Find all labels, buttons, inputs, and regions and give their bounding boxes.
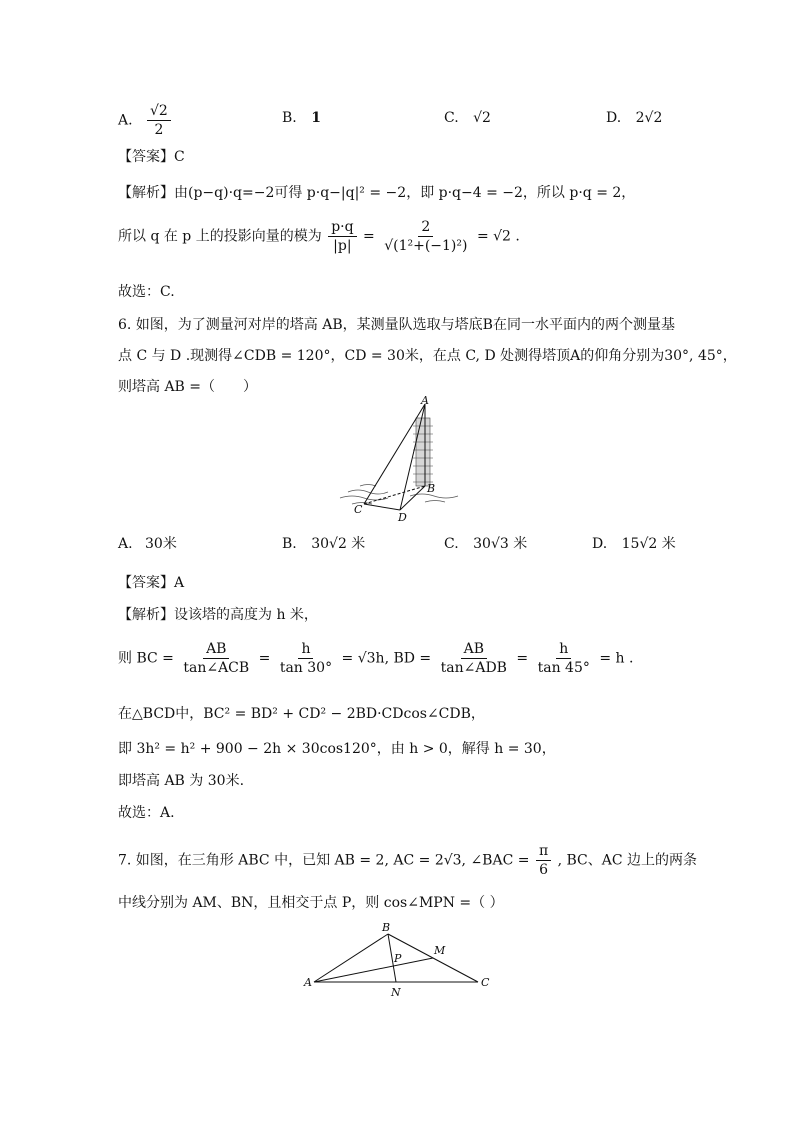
q5-analysis-line1: 【解析】由(p−q)·q=−2可得 p·q−|q|² = −2，即 p·q−4 = −2，所以 p·q = 2，: [118, 185, 636, 201]
q5-projection-value-fraction: $\frac{2}{\text{√(1²+(−1)²)}}$: [384, 219, 468, 254]
q6-eq1b-fraction: $\frac{h}{\tan 30^\circ}$: [279, 641, 333, 676]
q6-analysis-intro: 【解析】设该塔的高度为 h 米，: [118, 607, 318, 623]
q5-answer: 【答案】C: [118, 149, 185, 165]
q7-angle-fraction: $\frac{\pi}{6}$: [536, 842, 551, 879]
q6-stem-line3: 则塔高 AB =（ ）: [118, 379, 258, 395]
q7-label-b: B: [382, 921, 391, 934]
water-ripples: [340, 485, 458, 505]
q7-label-c: C: [481, 976, 490, 989]
q6-conclusion: 故选：A.: [118, 805, 175, 821]
q5-option-a: A. $\frac{√2}{2}$: [118, 102, 173, 139]
q5-analysis-line2: 所以 q 在 p 上的投影向量的模为 $\frac{p\cdot q}{|p|}$ = $\frac{2}{\text{√(1²+(−1)²)}}$ = √2 .: [118, 219, 520, 254]
q6-tower-figure: [330, 396, 470, 522]
q6-label-d: D: [398, 511, 407, 522]
q6-label-a: A: [421, 396, 429, 407]
q6-stem-line2: 点 C 与 D .现测得∠CDB = 120°，CD = 30米，在点 C, D 处测得塔顶A的仰角分别为30°, 45°，: [118, 348, 737, 364]
q6-result: 即塔高 AB 为 30米.: [118, 773, 245, 789]
q7-stem-line1: 7. 如图，在三角形 ABC 中，已知 AB = 2, AC = 2√3, ∠BAC = $\frac{\pi}{6}$ , BC、AC 边上的两条: [118, 843, 698, 878]
q6-label-c: C: [354, 503, 363, 516]
q6-equation: 则 BC = $\frac{AB}{\text{tan∠ACB}}$ = $\frac{h}{\tan 30^\circ}$ = √3h, BD = $\frac{AB}{\text{tan∠ADB}}$ = $\frac{h}{\tan 45^\circ}$ = h .: [118, 641, 634, 676]
q6-solve: 即 3h² = h² + 900 − 2h × 30cos120°，由 h > 0，解得 h = 30，: [118, 741, 556, 757]
q5-conclusion: 故选：C.: [118, 284, 175, 300]
q7-label-n: N: [391, 986, 401, 999]
q6-option-d: D. 15√2 米: [592, 536, 676, 552]
q6-stem-line1: 6. 如图，为了测量河对岸的塔高 AB，某测量队选取与塔底B在同一水平面内的两个测量基: [118, 317, 675, 333]
q6-option-a: A. 30米: [118, 536, 177, 552]
q5-option-b: B. 1: [282, 110, 321, 126]
q6-option-c: C. 30√3 米: [444, 536, 528, 552]
q5-option-a-fraction: $\frac{√2}{2}$: [147, 102, 171, 139]
q7-label-p: P: [394, 952, 402, 965]
q5-projection-fraction: $\frac{p\cdot q}{|p|}$: [328, 218, 356, 255]
q7-label-m: M: [434, 944, 446, 957]
q6-answer: 【答案】A: [118, 575, 185, 591]
q6-eq1-fraction: $\frac{AB}{\text{tan∠ACB}}$: [183, 641, 250, 676]
q5-option-c: C. √2: [444, 110, 491, 126]
q6-label-b: B: [427, 482, 436, 495]
q5-option-d: D. 2√2: [606, 110, 663, 126]
q6-eq2b-fraction: $\frac{h}{\tan 45^\circ}$: [537, 641, 590, 676]
q6-eq2-fraction: $\frac{AB}{\text{tan∠ADB}}$: [440, 641, 507, 676]
q7-triangle-figure: [300, 920, 500, 1000]
q6-option-b: B. 30√2 米: [282, 536, 366, 552]
q7-stem-line2: 中线分别为 AM、BN，且相交于点 P，则 cos∠MPN =（ ）: [118, 895, 504, 911]
q6-law-of-cosines: 在△BCD中，BC² = BD² + CD² − 2BD·CDcos∠CDB，: [118, 706, 485, 722]
pagoda: [413, 418, 433, 486]
q7-label-a: A: [304, 976, 312, 989]
